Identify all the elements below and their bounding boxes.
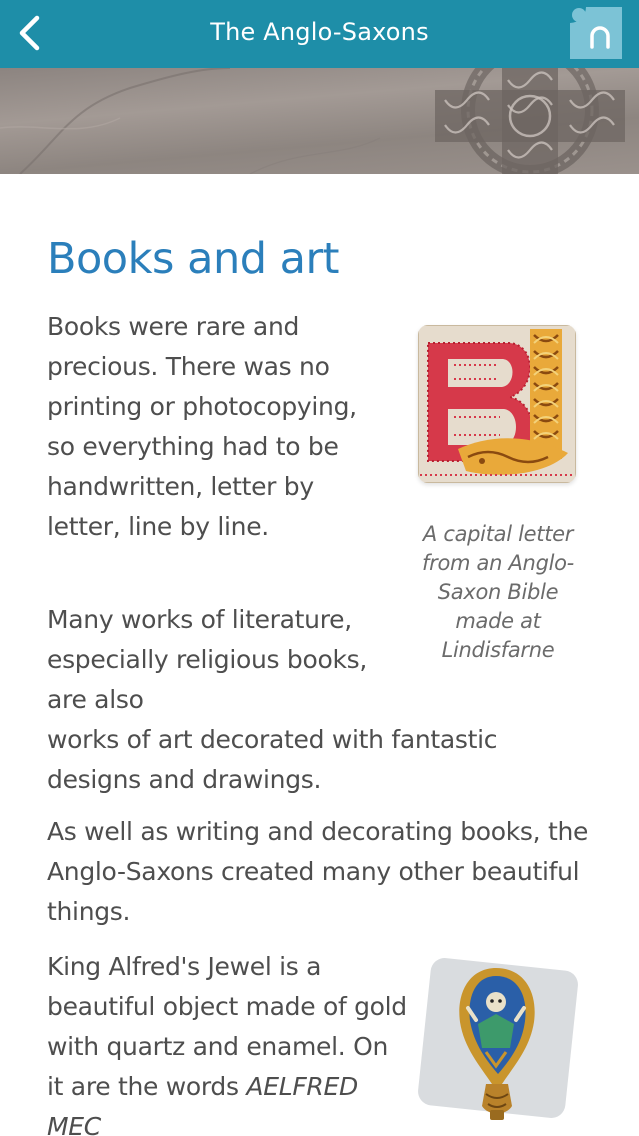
celtic-cross-image <box>0 68 639 174</box>
header-title: The Anglo-Saxons <box>210 18 429 46</box>
paragraph-other-things: As well as writing and decorating books, the Anglo-Saxons created many other beautiful things. <box>47 817 589 926</box>
paragraph-alfred-jewel-inscription: AELFRED MEC <box>47 1072 358 1136</box>
paragraph-works-of-art <box>47 600 587 800</box>
paragraph-alfred-jewel <box>47 947 407 1136</box>
paragraph-alfred-jewel-text: King Alfred's Jewel is a beautiful object made of gold with quartz and enamel. On it are the words <box>47 952 407 1101</box>
article-content <box>0 174 639 1136</box>
home-icon <box>570 7 622 59</box>
illuminated-letter-icon <box>418 325 576 483</box>
jewel-icon <box>416 956 578 1124</box>
paragraph-works-of-art-part1: Many works of literature, especially religious books, are also <box>47 605 368 714</box>
alfred-jewel-image <box>416 956 578 1124</box>
banner-image <box>0 68 639 174</box>
paragraph-books-rare: Books were rare and precious. There was no printing or photocopying, so everything had to be handwritten, letter by letter, line by line. <box>47 312 357 541</box>
app-header <box>0 0 639 68</box>
section-title: Books and art <box>47 234 340 284</box>
paragraph-works-of-art-part2: works of art decorated with fantastic designs and drawings. <box>47 725 498 794</box>
home-button[interactable] <box>570 7 622 59</box>
capital-letter-image <box>418 325 576 483</box>
capital-letter-caption: A capital letter from an Anglo-Saxon Bible made at Lindisfarne <box>422 522 574 662</box>
